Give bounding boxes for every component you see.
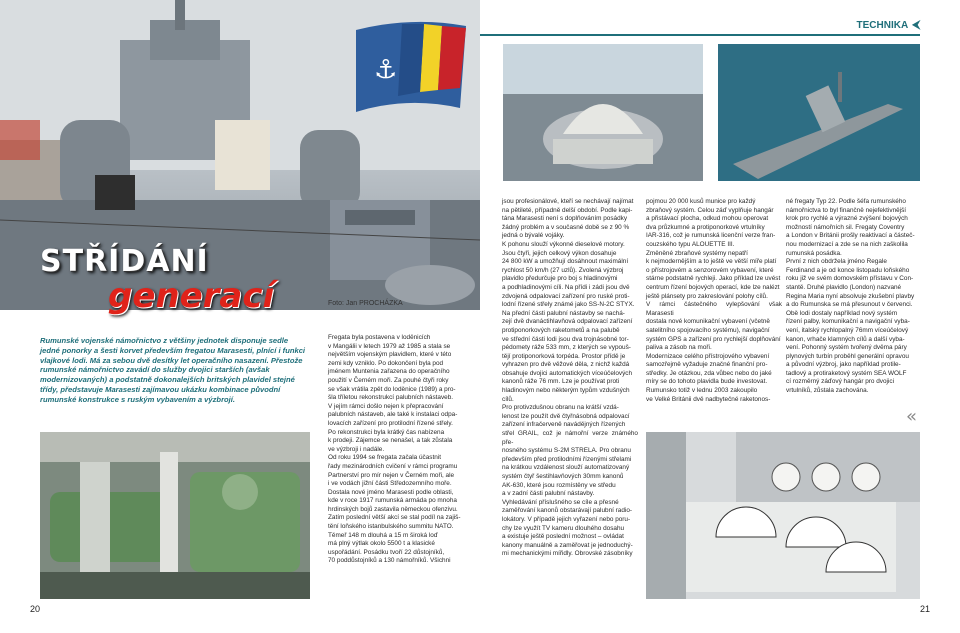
article-column-3: pojmou 20 000 kusů munice pro každý zbraňový systém. Celou záď vyplňuje hangár a přistávací plocha, odkud mohou operovat dva průzkumné a protiponorkové vrtulníky IAR-316, což je rumunská licenční verze fran- couzského typu ALOUETTE III. Změněné zbraňové systémy nepatří k nejmodernějším a to ještě ve větší míře platí o přístrojovém a senzorovém vybavení, které stárne podstatně rychleji. Jako příklad lze uvést centrum řízení bojových operací, kde lze nalézt ještě plánsety pro zakreslování polohy cílů. V rámci částečného vylepšování však Marasesti dostala nové komunikační vybavení (včetně satelitního spojovacího systému), navigační systém GPS a zařízení pro rychlejší doplňování paliva a zásob na moři. Modernizace celého přístrojového vybavení samozřejmě vyžaduje značné finanční pro- středky. Je otázkou, zda vůbec nebo do jaké míry se do tohoto plavidla bude investovat. Rumunsko totiž v lednu 2003 zakoupilo ve Velké Británii dvě nadbytečné raketonos- bbox=[646, 198, 782, 403]
page-number-right: 21 bbox=[920, 604, 931, 614]
article-title-line2: generací bbox=[108, 276, 275, 316]
article-column-2: jsou profesionálové, kteří se nechávají najímat na pětileté, případně delší období. Podle kapi- tána Marasesti není s doplňováním posádky žádný problém a v současné době se z 90 % jedná o bývalé vojáky. K pohonu slouží výkonné dieselové motory. Jsou čtyři, jejich celkový výkon dosahuje 24 800 kW a umožňují dosáhnout maximální rychlost 50 km/h (27 uzlů). Zvolená výzbroj plavidlo předurčuje pro boj s hladinovými a podhladinovými cíli. Na přídi i zádi jsou dvě zdvojená odpalovací zařízení pro ruské proti- lodní řízené střely známé jako SS-N-2C STYX. Na přední části palubní nástavby se nachá- zejí dvě dvanáctihlavňová odpalovací zařízení protiponorkových raketometů a na palubě ve střední části lodi jsou dva trojnásobné tor- pédomety ráže 533 mm, z kterých se vypouš- tějí protiponorková torpéda. Prostor přídě je vyhrazen pro dvě věžové děla, z nichž každá obsahuje dvojici automatických víceúčelových kanonů ráže 76 mm. Lze je používat proti hladinovým nebo některým typům vzdušných cílů. Pro protivzdušnou obranu na krátší vzdá- lenost lze použít dvě čtyřnásobná odpalovací zařízení infračerveně navádějných řízených střel GRAIL, což je námořní verze známého pře- nosného systému S-2M STRELA. Pro obranu především před protilodními řízenými střelami na krátkou vzdálenost slouží automatizovaný systém čtyř šestihlavňových 30mm kanonů AK-630, které jsou rozmístěny ve středu a v zadní části palubní nástavby. Vyhledávání příslušného se cíle a přesné zaměřování kanonů obstarávají palubní radio- lokátory. V případě jejich vyřazení nebo poru- chy lze využít TV kameru dlouhého dosahu a existuje ještě poslední možnost – ovládat kanony manuálně a zaměřovat je jednoduchý- mi mechanickými mířidly. Obrovské zásobníky bbox=[502, 198, 638, 558]
romanian-naval-flag bbox=[352, 16, 470, 116]
article-title-line1: STŘÍDÁNÍ bbox=[40, 244, 209, 279]
frigate-at-sea-photo bbox=[718, 44, 920, 181]
article-column-1: Fregata byla postavena v loděnicích v Mangálii v letech 1979 až 1985 a stala se největším vojenským plavidlem, které v této zemi kdy vzniklo. Po dokončení byla pod jménem Muntenia zařazena do operačního použití v Černém moři. Za pouhé čtyři roky se však vrátila zpět do loděnice (1989) a pro- šla tříletou rekonstrukcí palubních nástaveb. V jejím rámci došlo nejen k přepracování palubních nástaveb, ale také k instalaci odpa- lovacích zařízení pro protilodní řízené střely. Po rekonstrukci byla krátký čas nabízena k prodeji. Zájemce se nenašel, a tak zůstala ve výzbroji i nadále. Od roku 1994 se fregata začala účastnit řady mezinárodních cvičení v rámci programu Partnerství pro mír nejen v Černém moři, ale i ve vodách jižní části Středozemního moře. Dostala nové jméno Marasesti podle oblasti, kde v roce 1917 rumunská armáda po mnoha hrdinských bojů zastavila německou ofenzivu. Zatím poslední větší akcí se stal podíl na zajiš- tění loňského istanbulského summitu NATO. Těmeř 148 m dlouhá a 15 m široká loď má plný výtlak okolo 5500 t a klasické uspořádání. Posádku tvoří 22 důstojníků, 70 poddůstojníků a 130 námořníků. Všichni bbox=[328, 334, 461, 565]
control-panel-photo bbox=[646, 432, 920, 599]
article-intro: Rumunské vojenské námořnictvo z většiny jednotek disponuje sedle jedné ponorky a šesti korvet především fregatou Marasesti, plnící i funkci vlajkové lodi. Má za sebou dvě desítky let operačního nasazení. Přestože rumunské námořnictvo zavádí do služby dvojici starších (avšak modernizovaných) a podstatně dokonalejších britských plavidel stejné třídy, představuje Marasesti zajímavou ukázku kombinace původní rumunské konstrukce s ruským vybavením a výzbrojí. bbox=[40, 336, 306, 404]
section-label: TECHNIKA bbox=[856, 20, 909, 31]
arrow-left-icon: ⮜ bbox=[912, 19, 920, 31]
photo-credit: Foto: Jan PROCHÁZKA bbox=[328, 300, 403, 307]
section-header bbox=[857, 19, 920, 32]
header-rule bbox=[480, 34, 920, 36]
gun-turret-photo bbox=[503, 44, 703, 181]
engine-room-photo bbox=[40, 432, 310, 599]
svg-text:⚓: ⚓ bbox=[374, 55, 398, 85]
continue-mark: « bbox=[906, 406, 918, 427]
article-column-4: né fregaty Typ 22. Podle šéfa rumunského námořnictva to byl finančně nejefektivnější krok pro rychlé a výrazné zvýšení bojových možností námořních sil. Fregaty Coventry a London v Británii prošly reaktivací a částeč- nou modernizací a zde se na nich zaškolila rumunská posádka. První z nich obdržela jméno Regale Ferdinand a je od konce listopadu loňského roku již ve svém domovském přístavu v Con- stantě. Druhé plavidlo (London) nazvané Regina Maria nyní absolvuje zkušební plavby a do Rumunska se má přesunout v červenci. Obě lodi dostaly například nový systém řízení palby, komunikační a navigační vyba- vení, italský rychlopalný 76mm víceúčelový kanon, vrhače klamných cílů a další vyba- vení. Pohonný systém tvořený dvěma páry plynových turbín proběhl generální opravou a původní výzbroj, jako například protile- tadlový a protiraketový systém SEA WOLF cí rozměrný záďový hangár pro dvojici vrtulníků, zůstala zachována. bbox=[786, 198, 915, 395]
page-number-left: 20 bbox=[30, 604, 41, 614]
